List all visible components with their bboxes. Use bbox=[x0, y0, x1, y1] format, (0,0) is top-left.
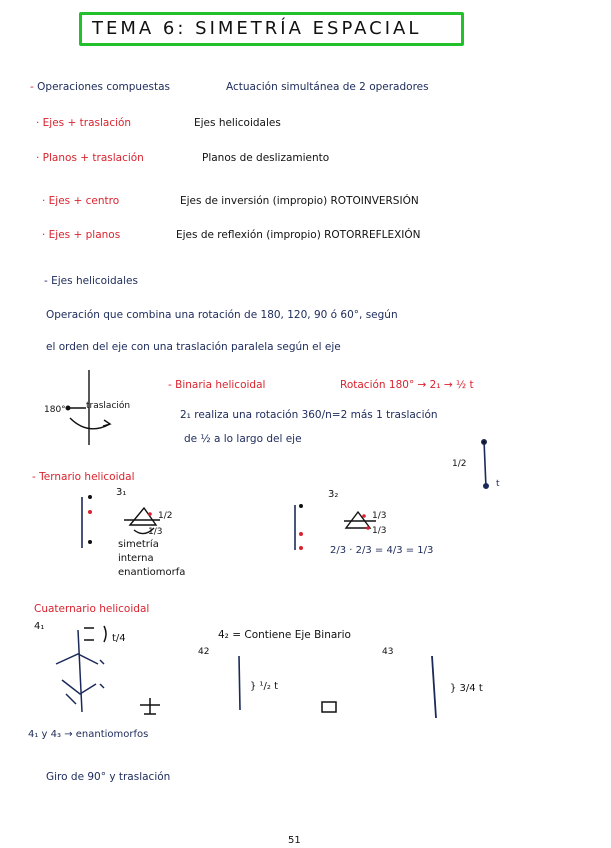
helicoidales-def-1: Operación que combina una rotación de 180, 120, 90 ó 60°, según bbox=[46, 309, 398, 321]
intro-line-3-b: Planos de deslizamiento bbox=[202, 152, 330, 164]
cuaternario-symbols bbox=[140, 698, 336, 714]
fig-180-label: 180° bbox=[44, 405, 66, 415]
cuaternario-42-line: 4₂ = Contiene Eje Binario bbox=[218, 629, 351, 641]
binaria-axis-figure bbox=[66, 370, 110, 445]
ternario-fig2-a: 1/3 bbox=[372, 511, 387, 521]
cuaternario-giro: Giro de 90° y traslación bbox=[46, 771, 171, 783]
cuaternario-enantio: 4₁ y 4₃ → enantiomorfos bbox=[28, 729, 149, 740]
ternario-fig1-label: 3₁ bbox=[116, 487, 127, 498]
binaria-heading: - Binaria helicoidal bbox=[168, 379, 266, 391]
binaria-rotation: Rotación 180° → 2₁ → ½ t bbox=[340, 379, 474, 391]
ternario-fig2-triangle bbox=[344, 512, 376, 530]
fig-traslacion-label: traslación bbox=[86, 401, 131, 411]
cuaternario-fig1-label: 4₁ bbox=[34, 621, 45, 632]
intro-line-1-a: - Operaciones compuestas bbox=[30, 81, 171, 93]
ternario-fig2-eq: 2/3 · 2/3 = 4/3 = 1/3 bbox=[330, 545, 434, 556]
ternario-fig2-axis bbox=[295, 504, 303, 550]
intro-line-2-a: · Ejes + traslación bbox=[36, 117, 132, 129]
binaria-desc-1: 2₁ realiza una rotación 360/n=2 más 1 traslación bbox=[180, 409, 438, 421]
cuaternario-heading: Cuaternario helicoidal bbox=[34, 603, 150, 615]
ternario-note-2: interna bbox=[118, 553, 154, 564]
page-title: TEMA 6: SIMETRÍA ESPACIAL bbox=[92, 18, 422, 39]
fig-half-label: 1/2 bbox=[452, 459, 467, 469]
cuaternario-fig2-t: } ¹/₂ t bbox=[250, 681, 279, 692]
intro-line-4-b: Ejes de inversión (impropio) ROTOINVERSIÓN bbox=[180, 195, 419, 207]
helicoidales-heading: - Ejes helicoidales bbox=[44, 275, 138, 287]
intro-line-1-b: Actuación simultánea de 2 operadores bbox=[226, 81, 429, 93]
cuaternario-fig3-axis bbox=[432, 656, 436, 718]
cuaternario-fig2-axis bbox=[239, 656, 240, 710]
ternario-fig1-b: 1/3 bbox=[148, 527, 163, 537]
ternario-fig1-triangle bbox=[124, 508, 160, 534]
ternario-fig1-axis bbox=[82, 495, 92, 548]
intro-line-5-a: · Ejes + planos bbox=[42, 229, 121, 241]
helicoidales-def-2: el orden del eje con una traslación paralela según el eje bbox=[46, 341, 341, 353]
page-number: 51 bbox=[288, 835, 301, 846]
cuaternario-fig1-t: t/4 bbox=[112, 633, 126, 644]
ternario-fig2-label: 3₂ bbox=[328, 489, 339, 500]
cuaternario-fig3-t: } 3/4 t bbox=[450, 683, 483, 694]
intro-line-3-a: · Planos + traslación bbox=[36, 152, 144, 164]
ternario-fig1-a: 1/2 bbox=[158, 511, 173, 521]
cuaternario-fig3-label: 43 bbox=[382, 647, 394, 657]
intro-line-5-b: Ejes de reflexión (impropio) ROTORREFLEXIÓN bbox=[176, 229, 421, 241]
ternario-heading: - Ternario helicoidal bbox=[32, 471, 135, 483]
ternario-note-1: simetría bbox=[118, 539, 159, 550]
fig-t-label: t bbox=[496, 479, 500, 489]
binaria-small-axis bbox=[482, 440, 488, 488]
cuaternario-fig1 bbox=[56, 626, 106, 712]
intro-line-4-a: · Ejes + centro bbox=[42, 195, 120, 207]
binaria-desc-2: de ½ a lo largo del eje bbox=[184, 433, 302, 445]
ternario-note-3: enantiomorfa bbox=[118, 567, 186, 578]
ternario-fig2-b: 1/3 bbox=[372, 526, 387, 536]
cuaternario-fig2-label: 42 bbox=[198, 647, 210, 657]
intro-line-2-b: Ejes helicoidales bbox=[194, 117, 281, 129]
